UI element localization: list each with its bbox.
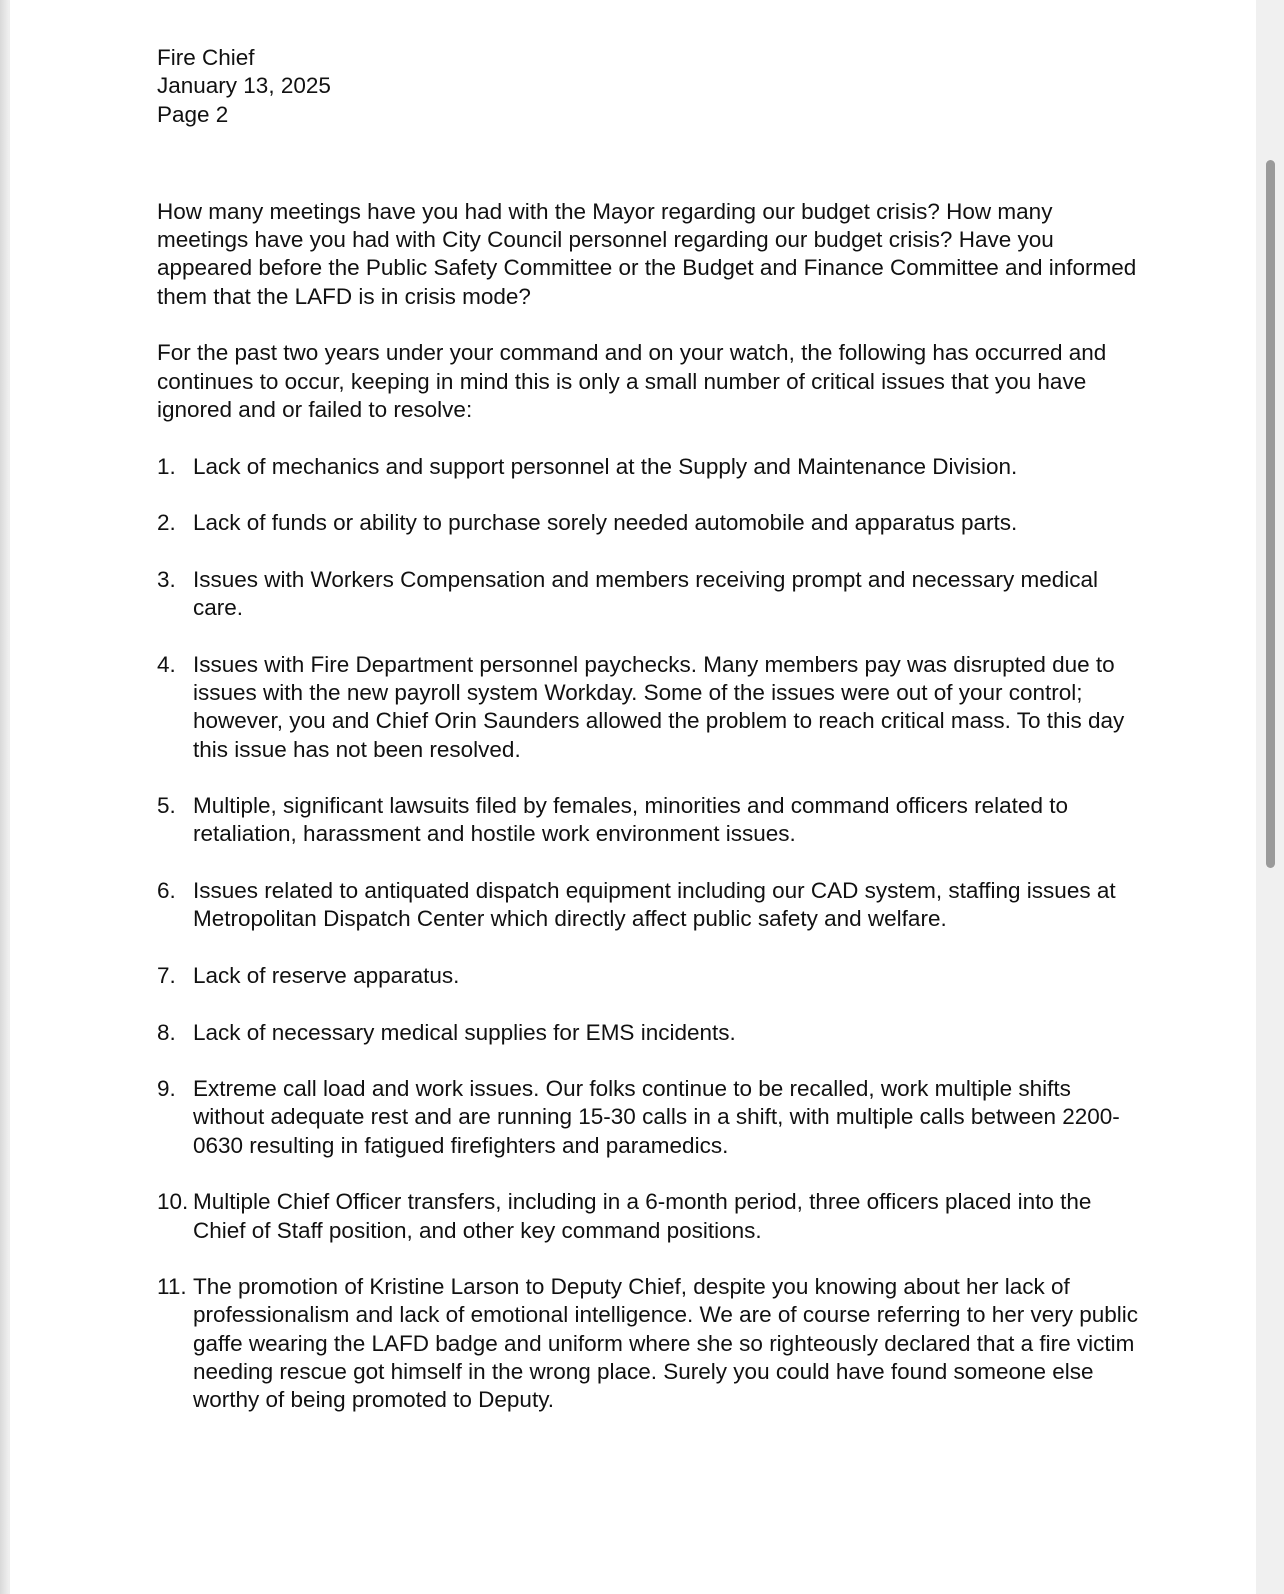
- header-page-number: Page 2: [157, 101, 229, 127]
- list-item-text: Lack of reserve apparatus.: [193, 962, 460, 988]
- list-item-text: Issues related to antiquated dispatch equipment including our CAD system, staffing issues at Metropolitan Dispatch Center which directly affect public safety and welfare.: [193, 878, 1116, 932]
- document-content: [157, 44, 1147, 1443]
- list-item-number: 1.: [157, 453, 176, 479]
- list-item: [157, 877, 1147, 934]
- list-item: [157, 566, 1147, 623]
- list-item-text: Lack of necessary medical supplies for EMS incidents.: [193, 1019, 736, 1045]
- list-item-text: The promotion of Kristine Larson to Deputy Chief, despite you knowing about her lack of professionalism and lack of emotional intelligence. We are of course referring to her very public gaffe wearing the LAFD badge and uniform where she so righteously declared that a fire victim needing rescue got himself in the wrong place. Surely you could have found someone else worthy of being promoted to Deputy.: [193, 1274, 1139, 1413]
- list-item-number: 4.: [157, 651, 176, 677]
- letter-header: [157, 44, 1147, 129]
- list-item-text: Multiple Chief Officer transfers, including in a 6-month period, three officers placed into the Chief of Staff position, and other key command positions.: [193, 1189, 1092, 1243]
- list-item-number: 2.: [157, 510, 176, 536]
- list-item-number: 10.: [157, 1189, 189, 1215]
- header-recipient: Fire Chief: [157, 45, 255, 70]
- list-item-text: Issues with Fire Department personnel paychecks. Many members pay was disrupted due to issues with the new payroll system Workday. Some of the issues were out of your control; however, you and Chief Orin Saunders allowed the problem to reach critical mass. To this day this issue has not been resolved.: [193, 651, 1125, 762]
- issues-list: [157, 453, 1147, 1415]
- list-item: [157, 651, 1147, 764]
- list-item-number: 11.: [157, 1274, 187, 1300]
- paragraph-budget-questions: How many meetings have you had with the Mayor regarding our budget crisis? How many meetings have you had with City Council personnel regarding our budget crisis? Have you appeared before the Public Safety Committee or the Budget and Finance Committee and informed them that the LAFD is in crisis mode?: [157, 198, 1137, 309]
- list-item: [157, 1075, 1147, 1160]
- list-item-text: Issues with Workers Compensation and members receiving prompt and necessary medical care.: [193, 566, 1098, 621]
- header-date: January 13, 2025: [157, 73, 331, 99]
- list-item-number: 9.: [157, 1076, 176, 1102]
- list-item: [157, 1273, 1147, 1414]
- list-item-number: 8.: [157, 1019, 176, 1045]
- list-item-text: Extreme call load and work issues. Our folks continue to be recalled, work multiple shifts without adequate rest and are running 15-30 calls in a shift, with multiple calls between 2200-0630 resulting in fatigued firefighters and paramedics.: [193, 1076, 1120, 1158]
- list-item-text: Lack of mechanics and support personnel at the Supply and Maintenance Division.: [193, 453, 1018, 479]
- list-item-number: 3.: [157, 566, 176, 592]
- vertical-scrollbar-thumb[interactable]: [1266, 160, 1275, 868]
- list-item: [157, 792, 1147, 849]
- list-item-text: Lack of funds or ability to purchase sorely needed automobile and apparatus parts.: [193, 510, 1018, 536]
- list-item: [157, 1019, 1147, 1047]
- list-item: [157, 962, 1147, 990]
- list-item-text: Multiple, significant lawsuits filed by females, minorities and command officers related to retaliation, harassment and hostile work environment issues.: [193, 793, 1068, 847]
- list-item: [157, 1188, 1147, 1245]
- list-item-number: 7.: [157, 962, 176, 988]
- paragraph-intro-issues: For the past two years under your command and on your watch, the following has occurred and continues to occur, keeping in mind this is only a small number of critical issues that you have ignored and or failed to resolve:: [157, 340, 1107, 422]
- viewer-left-edge: [0, 0, 10, 1594]
- list-item-number: 6.: [157, 878, 176, 904]
- list-item-number: 5.: [157, 793, 176, 819]
- list-item: [157, 453, 1147, 481]
- list-item: [157, 509, 1147, 537]
